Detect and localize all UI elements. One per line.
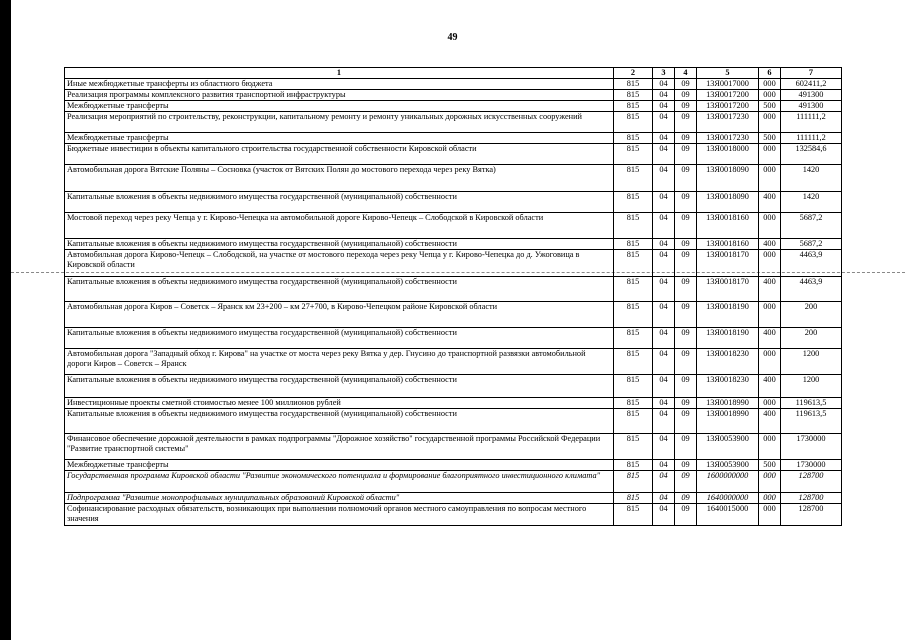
row-subsection-code: 09 [675,213,697,239]
row-target-article: 13Я0018230 [697,349,759,375]
row-description: Межбюджетные трансферты [65,133,614,144]
row-ministry-code: 815 [614,250,653,277]
row-target-article: 13Я0018190 [697,328,759,349]
page-number: 49 [447,32,458,43]
row-description: Подпрограмма "Развитие монопрофильных муниципальных образований Кировской области" [65,493,614,504]
row-description: Межбюджетные трансферты [65,101,614,112]
row-description: Финансовое обеспечение дорожной деятельности в рамках подпрограммы "Дорожное хозяйство" государственной программы Российской Федерации "Развитие транспортной системы" [65,434,614,460]
row-ministry-code: 815 [614,239,653,250]
row-subsection-code: 09 [675,192,697,213]
row-description: Мостовой переход через реку Чепца у г. Кирово-Чепецка на автомобильной дороге Кирово-Чепецк – Слободской в Кировской области [65,213,614,239]
row-target-article: 13Я0018990 [697,409,759,434]
row-section-code: 04 [653,165,675,192]
budget-table [64,67,842,526]
row-amount: 1730000 [781,460,842,471]
table-row [65,213,842,239]
row-amount: 1730000 [781,434,842,460]
row-amount: 491300 [781,90,842,101]
row-subsection-code: 09 [675,375,697,398]
row-target-article: 13Я0053900 [697,460,759,471]
row-subsection-code: 09 [675,471,697,493]
row-subsection-code: 09 [675,101,697,112]
row-description: Межбюджетные трансферты [65,460,614,471]
row-description: Капитальные вложения в объекты недвижимого имущества государственной (муниципальной) собственности [65,277,614,302]
row-description: Капитальные вложения в объекты недвижимого имущества государственной (муниципальной) собственности [65,192,614,213]
row-section-code: 04 [653,213,675,239]
row-ministry-code: 815 [614,101,653,112]
row-target-article: 13Я0017000 [697,79,759,90]
row-description: Автомобильная дорога Кирово-Чепецк – Слободской, на участке от мостового перехода через реку Чепца у г. Кирово-Чепецка до д. Ужоговица в Кировской области [65,250,614,277]
row-section-code: 04 [653,302,675,328]
row-expense-type: 000 [759,471,781,493]
row-description: Реализация мероприятий по строительству, реконструкции, капитальному ремонту и ремонту уникальных дорожных искусственных сооружений [65,112,614,133]
row-section-code: 04 [653,471,675,493]
header-cell: 5 [697,68,759,79]
row-expense-type: 000 [759,144,781,165]
row-section-code: 04 [653,192,675,213]
table-row [65,90,842,101]
row-section-code: 04 [653,349,675,375]
row-ministry-code: 815 [614,349,653,375]
row-section-code: 04 [653,504,675,526]
row-target-article: 13Я0018990 [697,398,759,409]
row-subsection-code: 09 [675,79,697,90]
row-amount: 200 [781,302,842,328]
row-section-code: 04 [653,90,675,101]
table-row [65,504,842,526]
header-cell: 1 [65,68,614,79]
row-amount: 491300 [781,101,842,112]
row-section-code: 04 [653,493,675,504]
row-subsection-code: 09 [675,409,697,434]
row-section-code: 04 [653,250,675,277]
row-ministry-code: 815 [614,79,653,90]
row-expense-type: 000 [759,504,781,526]
row-description: Инвестиционные проекты сметной стоимостью менее 100 миллионов рублей [65,398,614,409]
row-ministry-code: 815 [614,398,653,409]
row-subsection-code: 09 [675,493,697,504]
table-row [65,277,842,302]
row-amount: 4463,9 [781,277,842,302]
header-cell: 3 [653,68,675,79]
row-expense-type: 000 [759,398,781,409]
row-section-code: 04 [653,79,675,90]
row-subsection-code: 09 [675,165,697,192]
row-expense-type: 400 [759,375,781,398]
table-header-row [65,68,842,79]
row-subsection-code: 09 [675,112,697,133]
row-expense-type: 000 [759,79,781,90]
row-expense-type: 000 [759,90,781,101]
row-expense-type: 000 [759,213,781,239]
row-subsection-code: 09 [675,504,697,526]
row-target-article: 13Я0017230 [697,133,759,144]
row-description: Капитальные вложения в объекты недвижимого имущества государственной (муниципальной) собственности [65,328,614,349]
table-row [65,302,842,328]
row-ministry-code: 815 [614,328,653,349]
row-description: Автомобильная дорога Вятские Поляны – Сосновка (участок от Вятских Полян до мостового перехода через реку Вятка) [65,165,614,192]
row-section-code: 04 [653,133,675,144]
row-description: Иные межбюджетные трансферты из областного бюджета [65,79,614,90]
header-cell: 7 [781,68,842,79]
row-amount: 1420 [781,165,842,192]
row-description: Капитальные вложения в объекты недвижимого имущества государственной (муниципальной) собственности [65,409,614,434]
table-row [65,409,842,434]
row-description: Реализация программы комплексного развития транспортной инфраструктуры [65,90,614,101]
table-row [65,375,842,398]
row-section-code: 04 [653,144,675,165]
row-amount: 128700 [781,504,842,526]
row-expense-type: 400 [759,239,781,250]
row-section-code: 04 [653,112,675,133]
header-cell: 2 [614,68,653,79]
row-ministry-code: 815 [614,133,653,144]
table-row [65,471,842,493]
row-ministry-code: 815 [614,434,653,460]
row-amount: 119613,5 [781,398,842,409]
row-ministry-code: 815 [614,192,653,213]
row-ministry-code: 815 [614,302,653,328]
row-expense-type: 500 [759,460,781,471]
row-ministry-code: 815 [614,213,653,239]
row-section-code: 04 [653,409,675,434]
row-section-code: 04 [653,375,675,398]
row-target-article: 13Я0018160 [697,213,759,239]
table-row [65,493,842,504]
row-ministry-code: 815 [614,504,653,526]
table-row [65,250,842,277]
row-description: Капитальные вложения в объекты недвижимого имущества государственной (муниципальной) собственности [65,375,614,398]
row-section-code: 04 [653,398,675,409]
table-row [65,144,842,165]
table-row [65,460,842,471]
row-description: Государственная программа Кировской области "Развитие экономического потенциала и формирование благоприятного инвестиционного климата" [65,471,614,493]
row-amount: 119613,5 [781,409,842,434]
row-expense-type: 000 [759,434,781,460]
row-expense-type: 000 [759,349,781,375]
row-section-code: 04 [653,328,675,349]
row-subsection-code: 09 [675,302,697,328]
table-row [65,165,842,192]
row-ministry-code: 815 [614,460,653,471]
row-amount: 4463,9 [781,250,842,277]
row-target-article: 13Я0018190 [697,302,759,328]
row-ministry-code: 815 [614,165,653,192]
header-cell: 6 [759,68,781,79]
row-target-article: 13Я0018230 [697,375,759,398]
row-ministry-code: 815 [614,144,653,165]
row-amount: 5687,2 [781,239,842,250]
row-target-article: 13Я0017200 [697,101,759,112]
row-expense-type: 000 [759,302,781,328]
row-target-article: 13Я0018170 [697,250,759,277]
row-section-code: 04 [653,277,675,302]
table-row [65,112,842,133]
row-ministry-code: 815 [614,90,653,101]
row-target-article: 13Я0017230 [697,112,759,133]
table-row [65,328,842,349]
table-row [65,434,842,460]
row-expense-type: 000 [759,112,781,133]
table-row [65,398,842,409]
row-ministry-code: 815 [614,277,653,302]
row-amount: 111111,2 [781,133,842,144]
row-subsection-code: 09 [675,90,697,101]
row-subsection-code: 09 [675,250,697,277]
row-amount: 128700 [781,471,842,493]
row-subsection-code: 09 [675,349,697,375]
row-description: Автомобильная дорога Киров – Советск – Яранск км 23+200 – км 27+700, в Кирово-Чепецком районе Кировской области [65,302,614,328]
row-ministry-code: 815 [614,471,653,493]
row-expense-type: 400 [759,192,781,213]
row-expense-type: 400 [759,328,781,349]
row-section-code: 04 [653,239,675,250]
row-subsection-code: 09 [675,277,697,302]
row-description: Софинансирование расходных обязательств, возникающих при выполнении полномочий органов местного самоуправления по вопросам местного значения [65,504,614,526]
row-subsection-code: 09 [675,144,697,165]
table-row [65,239,842,250]
table-row [65,192,842,213]
row-target-article: 13Я0017200 [697,90,759,101]
row-subsection-code: 09 [675,398,697,409]
row-ministry-code: 815 [614,493,653,504]
row-subsection-code: 09 [675,460,697,471]
row-expense-type: 500 [759,133,781,144]
row-amount: 1200 [781,375,842,398]
row-target-article: 1640000000 [697,493,759,504]
row-subsection-code: 09 [675,434,697,460]
row-target-article: 13Я0018000 [697,144,759,165]
scan-edge-bar [0,0,11,640]
row-amount: 1420 [781,192,842,213]
row-expense-type: 000 [759,493,781,504]
row-amount: 200 [781,328,842,349]
row-expense-type: 400 [759,277,781,302]
row-ministry-code: 815 [614,409,653,434]
row-ministry-code: 815 [614,112,653,133]
table-row [65,349,842,375]
header-cell: 4 [675,68,697,79]
row-section-code: 04 [653,460,675,471]
row-expense-type: 500 [759,101,781,112]
row-expense-type: 000 [759,165,781,192]
row-amount: 5687,2 [781,213,842,239]
row-amount: 602411,2 [781,79,842,90]
row-expense-type: 000 [759,250,781,277]
row-section-code: 04 [653,434,675,460]
row-target-article: 13Я0053900 [697,434,759,460]
row-target-article: 1600000000 [697,471,759,493]
row-description: Автомобильная дорога "Западный обход г. Кирова" на участке от моста через реку Вятка у дер. Гнусино до транспортной развязки автомобильной дороги Киров – Советск – Яранск [65,349,614,375]
row-amount: 128700 [781,493,842,504]
table-row [65,133,842,144]
row-target-article: 13Я0018090 [697,165,759,192]
row-expense-type: 400 [759,409,781,434]
row-description: Бюджетные инвестиции в объекты капитального строительства государственной собственности Кировской области [65,144,614,165]
row-amount: 1200 [781,349,842,375]
table-row [65,79,842,90]
row-amount: 111111,2 [781,112,842,133]
row-target-article: 13Я0018090 [697,192,759,213]
row-target-article: 1640015000 [697,504,759,526]
row-subsection-code: 09 [675,328,697,349]
row-ministry-code: 815 [614,375,653,398]
row-description: Капитальные вложения в объекты недвижимого имущества государственной (муниципальной) собственности [65,239,614,250]
row-section-code: 04 [653,101,675,112]
row-target-article: 13Я0018170 [697,277,759,302]
row-amount: 132584,6 [781,144,842,165]
table-row [65,101,842,112]
row-subsection-code: 09 [675,239,697,250]
row-subsection-code: 09 [675,133,697,144]
row-target-article: 13Я0018160 [697,239,759,250]
